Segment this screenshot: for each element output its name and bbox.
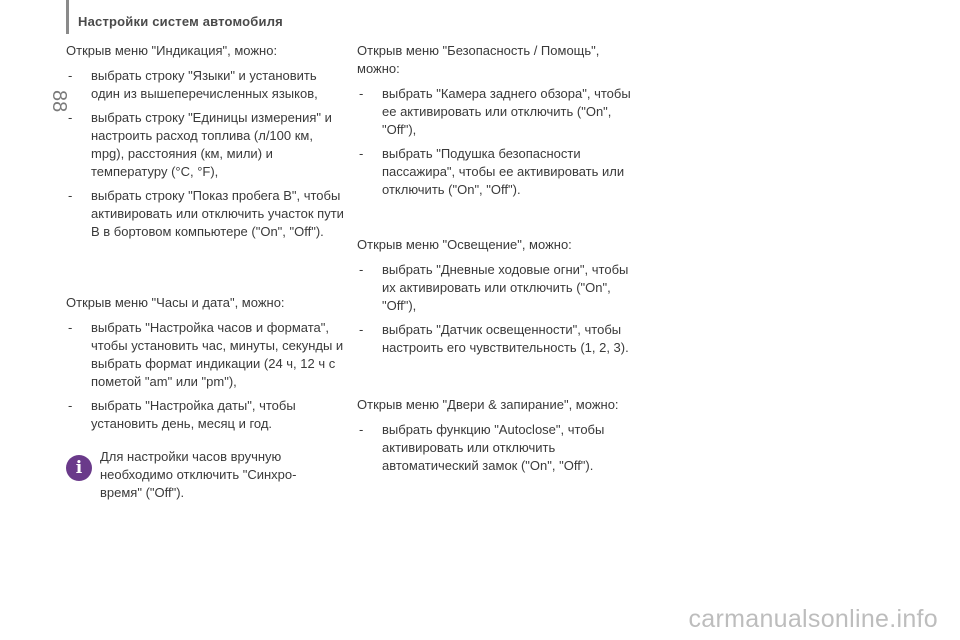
list-item-text: выбрать "Подушка безопасности пассажира", чтобы ее активировать или отключить ("On", "Off").: [382, 146, 625, 197]
list-item: [357, 145, 637, 199]
list-item-text: выбрать строку "Единицы измерения" и настроить расход топлива (л/100 км, mpg), расстояния (км, мили) и температуру (°C, °F),: [91, 110, 332, 179]
list-item-text: выбрать "Камера заднего обзора", чтобы ее активировать или отключить ("On", "Off"),: [382, 86, 631, 137]
list-item: [66, 319, 346, 391]
bullet-dash: -: [68, 188, 73, 203]
display-menu-section: [66, 42, 346, 247]
list-item: [357, 321, 637, 357]
section-intro: Открыв меню "Освещение", можно:: [357, 237, 572, 252]
list-item: [357, 85, 637, 139]
page-number: 88: [48, 90, 70, 113]
section-intro: Открыв меню "Безопасность / Помощь", можно:: [357, 43, 600, 76]
bullet-dash: -: [359, 422, 364, 437]
list-item: [357, 421, 637, 475]
list-item-text: выбрать строку "Языки" и установить один из вышеперечисленных языков,: [91, 68, 318, 101]
page-title: Настройки систем автомобиля: [78, 14, 283, 29]
list-item: [357, 261, 637, 315]
bullet-dash: -: [68, 68, 73, 83]
bullet-list: [357, 421, 637, 475]
section-intro: Открыв меню "Индикация", можно:: [66, 43, 278, 58]
list-item-text: выбрать "Настройка часов и формата", чтобы установить час, минуты, секунды и выбрать формат индикации (24 ч, 12 ч с пометой "am" или "pm"),: [91, 320, 344, 389]
list-item-text: выбрать строку "Показ пробега B", чтобы активировать или отключить участок пути B в бортовом компьютере ("On", "Off").: [91, 188, 344, 239]
bullet-dash: -: [68, 110, 73, 125]
bullet-list: [66, 67, 346, 241]
list-item: [66, 109, 346, 181]
clock-date-section: [66, 294, 346, 439]
bullet-list: [357, 261, 637, 357]
list-item: [66, 67, 346, 103]
list-item: [66, 397, 346, 433]
doors-locking-section: [357, 396, 637, 481]
bullet-list: [357, 85, 637, 199]
safety-menu-section: [357, 42, 637, 205]
bullet-dash: -: [359, 262, 364, 277]
list-item: [66, 187, 346, 241]
bullet-dash: -: [68, 398, 73, 413]
info-icon: i: [66, 455, 92, 481]
bullet-list: [66, 319, 346, 433]
info-note-text: Для настройки часов вручную необходимо отключить "Синхро-время" ("Off").: [100, 449, 297, 500]
bullet-dash: -: [68, 320, 73, 335]
list-item-text: выбрать функцию "Autoclose", чтобы активировать или отключить автоматический замок ("On", "Off").: [382, 422, 605, 473]
section-intro: Открыв меню "Двери & запирание", можно:: [357, 397, 619, 412]
list-item-text: выбрать "Дневные ходовые огни", чтобы их активировать или отключить ("On", "Off"),: [382, 262, 629, 313]
bullet-dash: -: [359, 146, 364, 161]
page-number-wrap: [46, 42, 70, 113]
lighting-menu-section: [357, 236, 637, 363]
watermark: carmanualsonline.info: [688, 605, 938, 633]
section-intro: Открыв меню "Часы и дата", можно:: [66, 295, 285, 310]
bullet-dash: -: [359, 322, 364, 337]
header-accent-bar: [66, 0, 69, 34]
list-item-text: выбрать "Датчик освещенности", чтобы настроить его чувствительность (1, 2, 3).: [382, 322, 629, 355]
bullet-dash: -: [359, 86, 364, 101]
list-item-text: выбрать "Настройка даты", чтобы установить день, месяц и год.: [91, 398, 296, 431]
